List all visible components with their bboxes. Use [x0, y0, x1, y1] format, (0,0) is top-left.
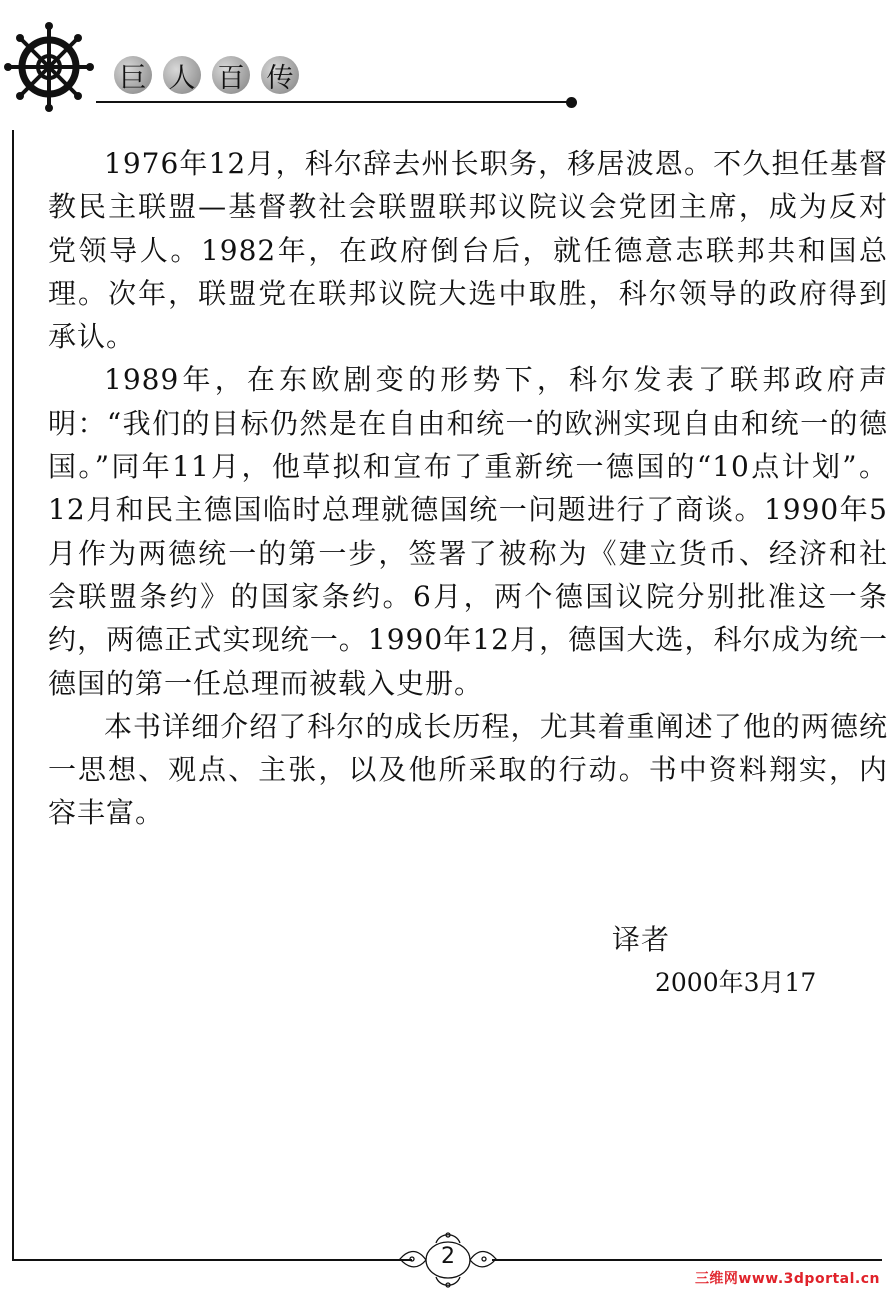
series-char: 传 — [261, 56, 299, 94]
series-char: 人 — [163, 56, 201, 94]
margin-rule — [12, 130, 14, 1260]
page-number: 2 — [441, 1244, 455, 1269]
body-text — [48, 142, 888, 835]
watermark: 三维网www.3dportal.cn — [694, 1271, 880, 1287]
series-char: 百 — [212, 56, 250, 94]
header-rule — [96, 101, 572, 103]
footer-rule-right — [492, 1259, 882, 1261]
signature-date: 2000年3月17 — [655, 968, 817, 997]
paragraph: 本书详细介绍了科尔的成长历程，尤其着重阐述了他的两德统一思想、观点、主张，以及他所采取的行动。书中资料翔实，内容丰富。 — [48, 709, 888, 830]
paragraph: 1976年12月，科尔辞去州长职务，移居波恩。不久担任基督教民主联盟—基督教社会联盟联邦议院议会党团主席，成为反对党领导人。1982年，在政府倒台后，就任德意志联邦共和国总理。次年，联盟党在联邦议院大选中取胜，科尔领导的政府得到承认。 — [48, 147, 888, 354]
footer-rule-left — [12, 1259, 412, 1261]
translator-signature: 译者 — [612, 923, 671, 956]
series-char: 巨 — [114, 56, 152, 94]
series-title — [114, 56, 299, 94]
ship-wheel-icon — [4, 22, 94, 112]
header-rule-dot — [566, 97, 577, 108]
paragraph: 1989年，在东欧剧变的形势下，科尔发表了联邦政府声明：“我们的目标仍然是在自由和统一的欧洲实现自由和统一的德国。”同年11月，他草拟和宣布了重新统一德国的“10点计划”。12月和民主德国临时总理就德国统一问题进行了商谈。1990年5月作为两德统一的第一步，签署了被称为《建立货币、经济和社会联盟条约》的国家条约。6月，两个德国议院分别批准这一条约，两德正式实现统一。1990年12月，德国大选，科尔成为统一德国的第一任总理而被载入史册。 — [48, 363, 888, 700]
